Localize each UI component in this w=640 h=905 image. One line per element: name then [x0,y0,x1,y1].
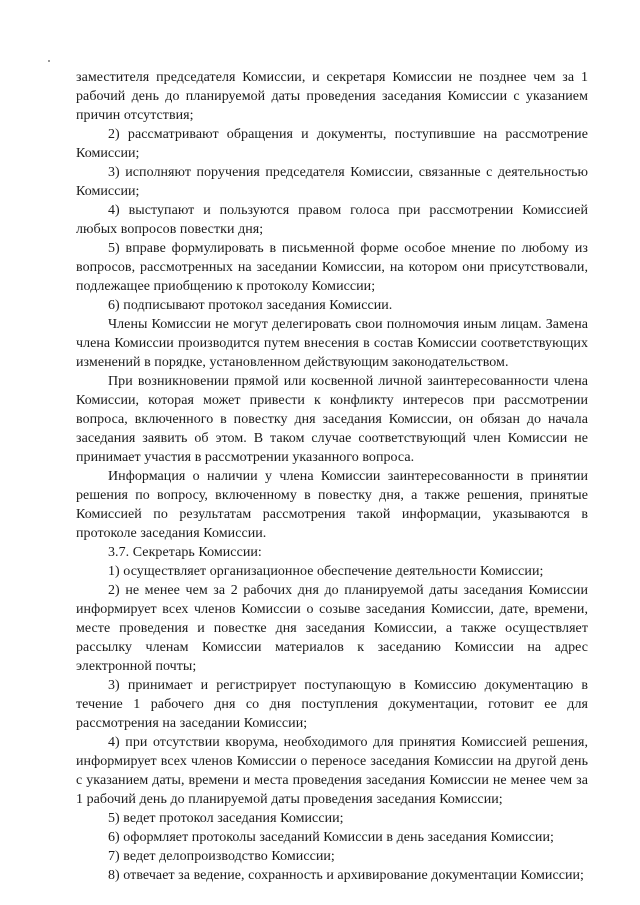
secretary-item-5: 5) ведет протокол заседания Комиссии; [108,811,344,826]
secretary-item-3: 3) принимает и регистрирует поступающую в Комиссию документацию в течение 1 рабочего дня со дня поступления документации, готовит ее для рассмотрения на заседании Комиссии; [76,678,588,731]
paragraph-item-6: 6) подписывают протокол заседания Комиссии. [108,298,393,313]
secretary-item-1: 1) осуществляет организационное обеспечение деятельности Комиссии; [108,564,544,579]
scan-speck [48,60,50,62]
secretary-item-6: 6) оформляет протоколы заседаний Комиссии в день заседания Комиссии; [108,830,554,845]
paragraph-item-4: 4) выступают и пользуются правом голоса при рассмотрении Комиссией любых вопросов повестки дня; [76,203,588,237]
secretary-item-8: 8) отвечает за ведение, сохранность и архивирование документации Комиссии; [108,868,584,883]
secretary-item-7: 7) ведет делопроизводство Комиссии; [108,849,335,864]
paragraph-delegation: Члены Комиссии не могут делегировать свои полномочия иным лицам. Замена члена Комиссии производится путем внесения в состав Комиссии соответствующих изменений в порядке, установленном действующим законодательством. [76,317,588,370]
paragraph-item-2: 2) рассматривают обращения и документы, поступившие на рассмотрение Комиссии; [76,127,588,161]
paragraph-conflict-of-interest: При возникновении прямой или косвенной личной заинтересованности члена Комиссии, которая может привести к конфликту интересов при рассмотрении вопроса, включенного в повестку дня заседания Комиссии, он обязан до начала заседания заявить об этом. В таком случае соответствующий член Комиссии не принимает участия в рассмотрении указанного вопроса. [76,374,588,465]
paragraph-item-3: 3) исполняют поручения председателя Комиссии, связанные с деятельностью Комиссии; [76,165,588,199]
secretary-item-4: 4) при отсутствии кворума, необходимого для принятия Комиссией решения, информирует всех членов Комиссии о переносе заседания Комиссии на другой день с указанием даты, времени и места проведения заседания Комиссии не менее чем за 1 рабочий день до планируемой даты проведения заседания Комиссии; [76,735,588,807]
paragraph-continuation: заместителя председателя Комиссии, и секретаря Комиссии не позднее чем за 1 рабочий день до планируемой даты проведения заседания Комиссии с указанием причин отсутствия; [76,70,588,123]
paragraph-interest-information: Информация о наличии у члена Комиссии заинтересованности в принятии решения по вопросу, включенному в повестку дня, а также решения, принятые Комиссией по результатам рассмотрения такой информации, указываются в протоколе заседания Комиссии. [76,469,588,541]
section-heading-3-7: 3.7. Секретарь Комиссии: [108,545,262,560]
secretary-item-2: 2) не менее чем за 2 рабочих дня до планируемой даты заседания Комиссии информирует всех членов Комиссии о созыве заседания Комиссии, дате, времени, месте проведения и повестке дня заседания Комиссии, а также осуществляет рассылку членам Комиссии материалов к заседанию Комиссии на адрес электронной почты; [76,583,588,674]
paragraph-item-5: 5) вправе формулировать в письменной форме особое мнение по любому из вопросов, рассмотренных на заседании Комиссии, на котором они присутствовали, подлежащее приобщению к протоколу Комиссии; [76,241,588,294]
document-body [76,68,588,885]
